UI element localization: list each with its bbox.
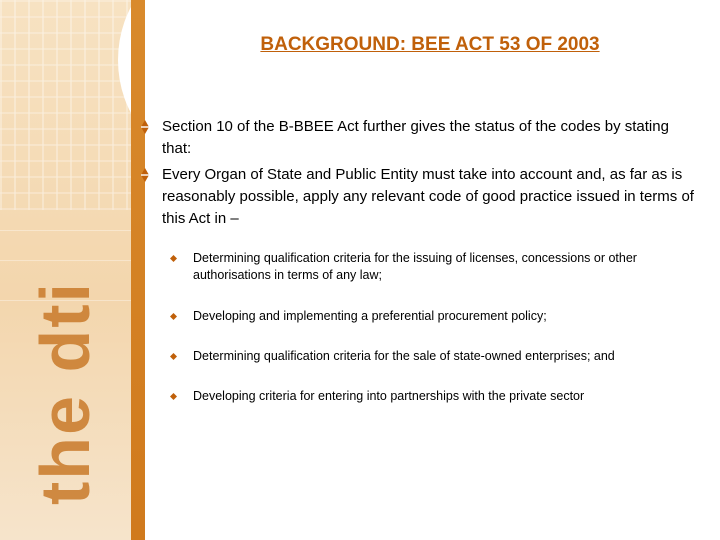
sub-bullet-text: Determining qualification criteria for the issuing of licenses, concessions or other authorisations in terms of any law; [193, 251, 637, 282]
square-bullet-icon [170, 393, 177, 400]
panel-stripe [0, 260, 140, 261]
panel-stripe [0, 230, 140, 231]
diamond-bullet-icon [140, 168, 150, 182]
sub-bullet-text: Determining qualification criteria for the sale of state-owned enterprises; and [193, 349, 615, 363]
bullet-text: Section 10 of the B-BBEE Act further gives the status of the codes by stating that: [162, 118, 669, 157]
slide-title: BACKGROUND: BEE ACT 53 OF 2003 [260, 34, 600, 55]
square-bullet-icon [170, 313, 177, 320]
sub-bullet-text: Developing and implementing a preferential procurement policy; [193, 309, 547, 323]
diamond-bullet-icon [140, 120, 150, 134]
square-bullet-icon [170, 255, 177, 262]
bullet-text: Every Organ of State and Public Entity must take into account and, as far as is reasonably possible, apply any relevant code of good practice issued in terms of this Act in – [162, 166, 694, 227]
dti-logo: the dti [26, 281, 104, 505]
sub-bullet-text: Developing criteria for entering into partnerships with the private sector [193, 389, 585, 403]
orange-vertical-bar [131, 0, 145, 540]
square-bullet-icon [170, 353, 177, 360]
